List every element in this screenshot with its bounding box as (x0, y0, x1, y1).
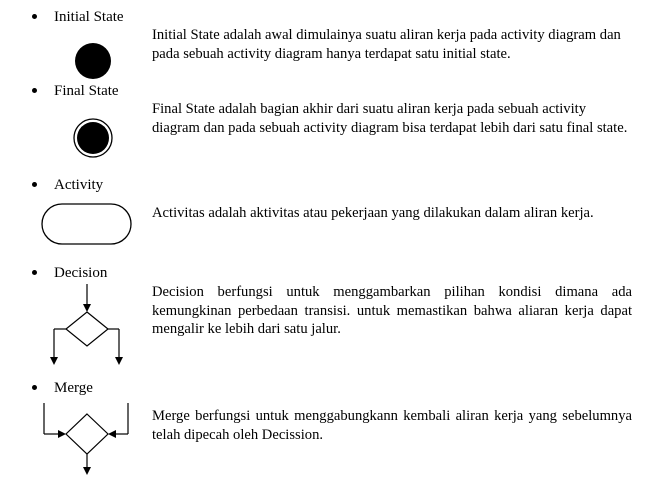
initial-state-symbol-icon (74, 42, 114, 82)
desc-final-state: Final State adalah bagian akhir dari suatu aliran kerja pada sebuah activity diagram dan pada sebuah activity diagram bisa terdapat lebih dari satu final state. (152, 101, 628, 136)
bullet-initial-state (32, 8, 124, 26)
bullet-activity (32, 176, 103, 194)
bullet-dot-icon (32, 14, 37, 19)
desc-merge: Merge berfungsi untuk menggabungkann kembali aliran kerja yang sebelumnya telah dipecah oleh Decission. (152, 408, 632, 443)
desc-initial-state: Initial State adalah awal dimulainya suatu aliran kerja pada activity diagram dan pada sebuah activity diagram hanya terdapat satu initial state. (152, 27, 621, 62)
label-final-state: Final State (54, 83, 119, 99)
decision-symbol-icon (30, 282, 140, 372)
label-decision: Decision (54, 265, 108, 281)
bullet-dot-icon (32, 88, 37, 93)
final-state-symbol-icon (73, 118, 115, 160)
bullet-dot-icon (32, 182, 37, 187)
bullet-merge (32, 379, 93, 397)
desc-activity: Activitas adalah aktivitas atau pekerjaan yang dilakukan dalam aliran kerja. (152, 205, 594, 221)
bullet-dot-icon (32, 385, 37, 390)
label-activity: Activity (54, 177, 104, 193)
label-merge: Merge (54, 380, 93, 396)
desc-decision: Decision berfungsi untuk menggambarkan pilihan kondisi dimana ada kemungkinan perbedaan transisi. untuk memastikan bahwa aliaran kerja dapat mengalir ke lebih dari satu jalur. (152, 284, 632, 337)
label-initial-state: Initial State (54, 9, 124, 25)
bullet-dot-icon (32, 270, 37, 275)
activity-symbol-icon (40, 202, 134, 246)
merge-symbol-icon (30, 400, 140, 478)
bullet-final-state (32, 82, 119, 100)
bullet-decision (32, 264, 107, 282)
